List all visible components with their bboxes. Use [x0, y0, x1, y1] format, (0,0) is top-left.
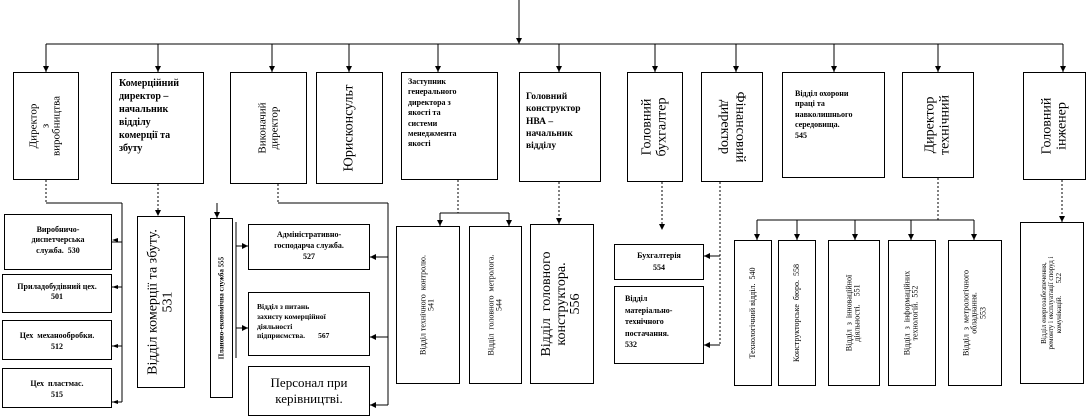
energy-dept-label: Відділ енергозабезпечення, ремонту і експлуатації споруд і комунікацій. 522 — [1039, 256, 1063, 350]
technical-director-label: Директор технічний — [922, 94, 952, 156]
director-production-label: Директор з виробництва — [27, 95, 63, 157]
box-planning-economic — [210, 218, 233, 398]
accounting-label: Бухгалтерія 554 — [637, 251, 681, 272]
instrument-shop-label: Приладобудівний цех. 501 — [17, 282, 97, 302]
box-personnel — [248, 366, 370, 416]
it-dept-label: Відділ з інформаційних технологій. 552 — [902, 270, 920, 356]
box-technology-dept — [734, 240, 772, 386]
box-material-supply — [614, 286, 704, 364]
box-it-dept — [888, 240, 936, 386]
technical-control-label: Відділ технічного контролю. 541 — [418, 255, 436, 355]
labor-protection-label: Відділ охорони праці та навколишнього середовища. 545 — [795, 89, 853, 140]
box-commerce-sales-dept — [137, 216, 185, 388]
box-accounting — [614, 244, 704, 280]
legal-adviser-label: Юрисконсульт — [341, 84, 357, 172]
box-metrology-support — [948, 240, 1002, 386]
box-plastics-shop — [2, 368, 112, 408]
innovation-dept-label: Відділ з інноваційної діяльності. 551 — [844, 274, 862, 352]
production-dispatch-label: Виробничо- диспетчерська служба. 530 — [31, 225, 85, 255]
personnel-label: Персонал при керівництві. — [270, 375, 348, 407]
box-legal-adviser — [316, 72, 383, 184]
deputy-director-label: Заступник генерального директора з якості та системи менеджмента якості — [408, 77, 457, 149]
design-bureau-label: Конструкторське бюро. 558 — [791, 264, 801, 362]
box-mechanical-shop — [2, 320, 112, 360]
box-deputy-director — [401, 72, 498, 180]
box-chief-metrologist — [469, 226, 522, 384]
chief-engineer-label: Головний інженер — [1038, 97, 1069, 155]
commercial-protection-label: Відділ з питань захисту комерційної діяльності підприємства. 567 — [257, 302, 330, 341]
box-commercial-director — [111, 72, 204, 184]
box-technical-control — [396, 226, 460, 384]
chief-accountant-label: Головний бухгалтер — [639, 97, 669, 157]
box-instrument-shop — [2, 274, 112, 313]
box-design-bureau — [778, 240, 816, 386]
box-technical-director — [902, 72, 974, 178]
chief-designer-label: Головний конструктор НВА – начальник відділу — [526, 92, 581, 152]
metrology-support-label: Відділ з метрологічного обладнання. 553 — [961, 269, 988, 357]
chief-designer-dept-label: Відділ головного конструктора. 556 — [538, 251, 584, 357]
commerce-sales-dept-label: Відділ комерції та збуту. 531 — [145, 229, 175, 375]
box-director-production — [13, 72, 79, 180]
box-production-dispatch — [4, 214, 112, 270]
box-admin-household — [248, 224, 370, 270]
box-chief-accountant — [627, 72, 683, 182]
box-financial-director — [701, 72, 763, 182]
box-labor-protection — [782, 72, 885, 178]
mechanical-shop-label: Цех механообробки. 512 — [19, 331, 95, 352]
admin-household-label: Адміністративно- господарча служба. 527 — [274, 230, 344, 262]
box-commercial-protection — [248, 292, 370, 356]
box-energy-dept — [1020, 222, 1084, 384]
chief-metrologist-label: Відділ головного метролога. 544 — [486, 254, 504, 356]
technology-dept-label: Технологічний відділ. 540 — [747, 267, 757, 359]
box-chief-engineer — [1023, 72, 1086, 180]
box-chief-designer — [519, 72, 601, 182]
box-innovation-dept — [828, 240, 880, 386]
box-executive-director — [230, 72, 307, 184]
financial-director-label: Фінансовий директор — [718, 91, 748, 163]
box-chief-designer-dept — [530, 224, 594, 384]
commercial-director-label: Комерційний директор – начальник відділу комерції та збуту — [119, 78, 179, 154]
planning-economic-label: Планово-економічна служба 555 — [216, 256, 225, 360]
executive-director-label: Виконачий директор — [255, 102, 280, 154]
material-supply-label: Відділ матеріально- технічного постачання. 532 — [625, 294, 673, 350]
plastics-shop-label: Цех пластмас. 515 — [30, 379, 84, 400]
